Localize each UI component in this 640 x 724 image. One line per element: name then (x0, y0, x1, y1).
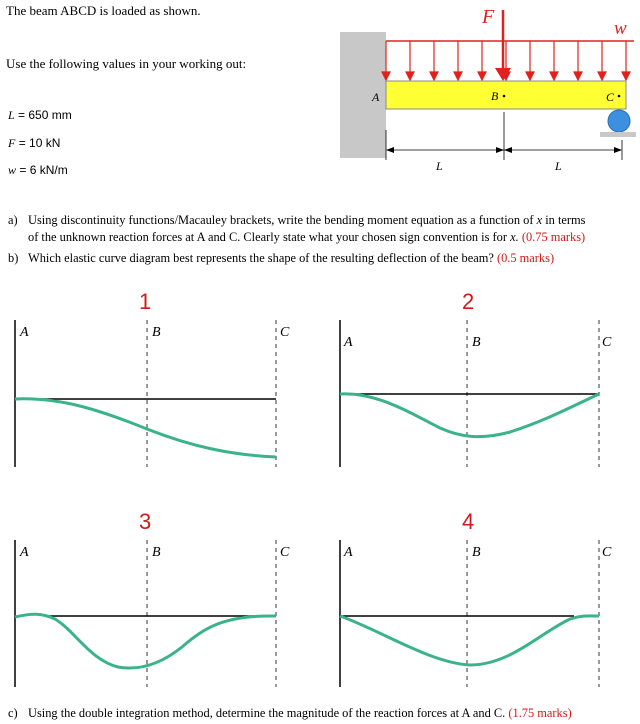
force-label: F (482, 6, 495, 28)
point-C-label: C (606, 90, 615, 104)
point-B-dot (503, 95, 506, 98)
value-w: w = 6 kN/m (8, 163, 68, 177)
question-b: b) Which elastic curve diagram best represents the shape of the resulting deflection of the beam? (0.5 marks) (8, 251, 555, 265)
option-number-3: 3 (139, 509, 152, 534)
span-label-1: L (436, 159, 443, 173)
problem-title: The beam ABCD is loaded as shown. (6, 3, 201, 18)
point-A-label: A (372, 90, 380, 104)
option-number-1: 1 (139, 289, 152, 314)
elastic-curve-option-2 (320, 315, 640, 475)
option-4-label-A: A (344, 545, 353, 560)
option-1-label-C: C (280, 325, 290, 340)
option-1-label-A: A (20, 325, 29, 340)
option-2-label-A: A (344, 335, 353, 350)
roller-ground (600, 132, 636, 137)
beam (386, 81, 626, 109)
dist-load-label: w (614, 18, 627, 39)
elastic-curve-option-4 (320, 535, 640, 695)
span-label-2: L (555, 159, 562, 173)
option-3-label-B: B (152, 545, 161, 560)
values-intro: Use the following values in your working out: (6, 56, 247, 71)
option-4-label-B: B (472, 545, 481, 560)
question-a: a) Using discontinuity functions/Macauley brackets, write the bending moment equation as a function of x in terms of the unknown reaction forces at A and C. Clearly state what your chosen sign convention is for x. (0.75 marks) (8, 213, 586, 244)
roller-support (608, 110, 630, 132)
value-L: L = 650 mm (8, 108, 72, 122)
question-c: c) Using the double integration method, determine the magnitude of the reaction forces at A and C. (1.75 marks) (8, 706, 572, 720)
option-3-label-A: A (20, 545, 29, 560)
elastic-curve-option-1 (0, 315, 320, 475)
value-F: F = 10 kN (8, 136, 61, 150)
point-B-label: B (491, 89, 499, 103)
option-3-label-C: C (280, 545, 290, 560)
point-C-dot (618, 95, 621, 98)
option-number-4: 4 (462, 509, 475, 534)
option-2-label-B: B (472, 335, 481, 350)
elastic-curve-option-3 (0, 535, 320, 695)
option-2-label-C: C (602, 335, 612, 350)
option-1-label-B: B (152, 325, 161, 340)
option-number-2: 2 (462, 289, 475, 314)
beam-diagram (336, 0, 640, 190)
option-4-label-C: C (602, 545, 612, 560)
